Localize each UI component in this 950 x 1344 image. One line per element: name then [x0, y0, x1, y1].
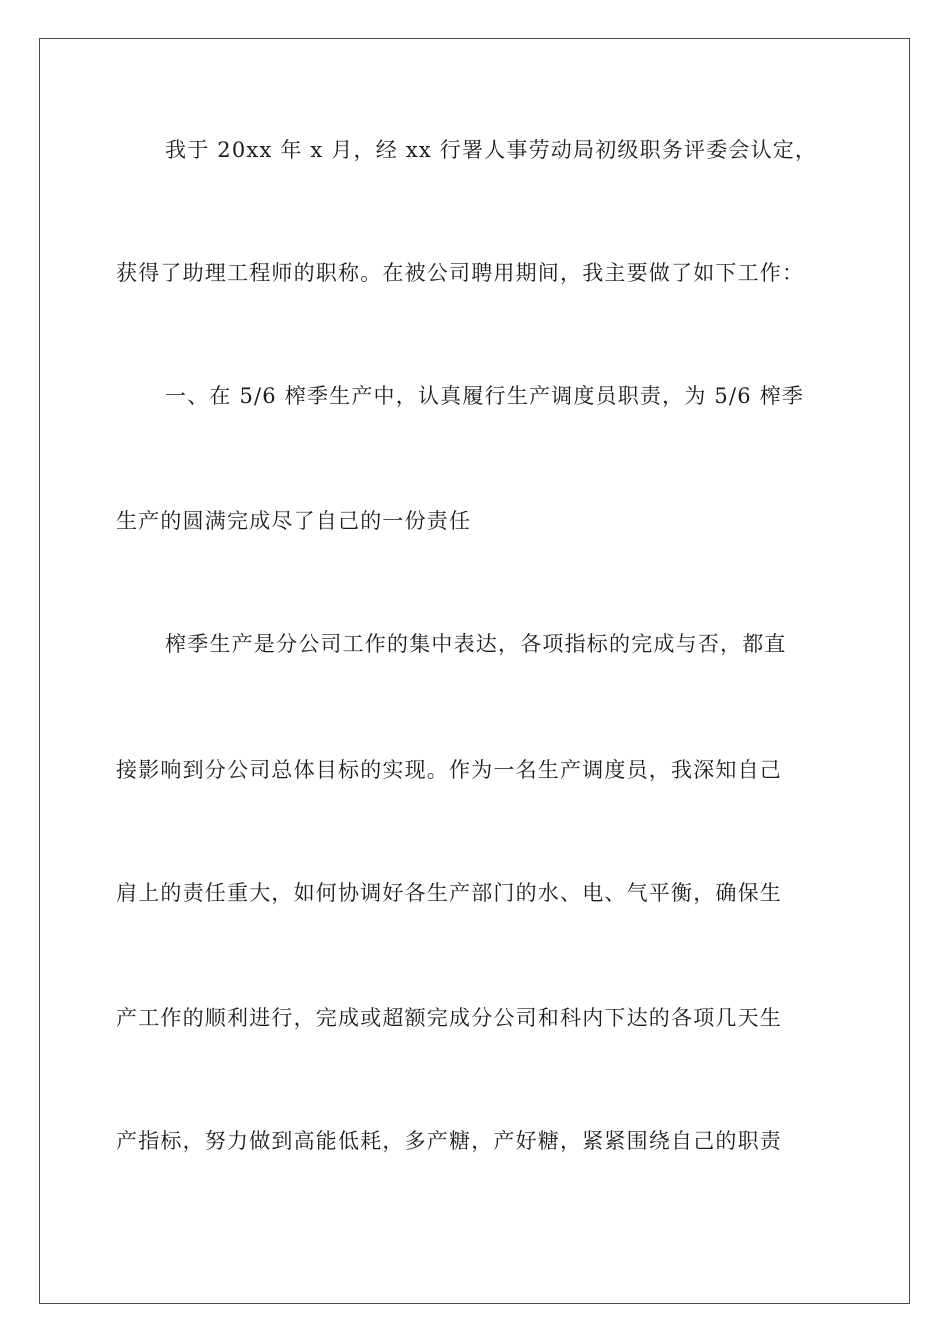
paragraph-line: 肩上的责任重大，如何协调好各生产部门的水、电、气平衡，确保生 [116, 881, 782, 905]
paragraph-line: 一、在 5/6 榨季生产中，认真履行生产调度员职责，为 5/6 榨季 [165, 384, 805, 408]
paragraph-line: 获得了助理工程师的职称。在被公司聘用期间，我主要做了如下工作： [116, 261, 805, 285]
paragraph-line: 榨季生产是分公司工作的集中表达，各项指标的完成与否，都直 [165, 632, 787, 656]
paragraph-line: 产工作的顺利进行，完成或超额完成分公司和科内下达的各项几天生 [116, 1006, 782, 1030]
paragraph-line: 生产的圆满完成尽了自己的一份责任 [116, 509, 472, 533]
paragraph-line: 产指标，努力做到高能低耗，多产糖，产好糖，紧紧围绕自己的职责 [116, 1129, 782, 1153]
paragraph-line: 接影响到分公司总体目标的实现。作为一名生产调度员，我深知自己 [116, 758, 782, 782]
page-border [39, 38, 910, 1304]
paragraph-line: 我于 20xx 年 x 月，经 xx 行署人事劳动局初级职务评委会认定， [165, 138, 818, 162]
